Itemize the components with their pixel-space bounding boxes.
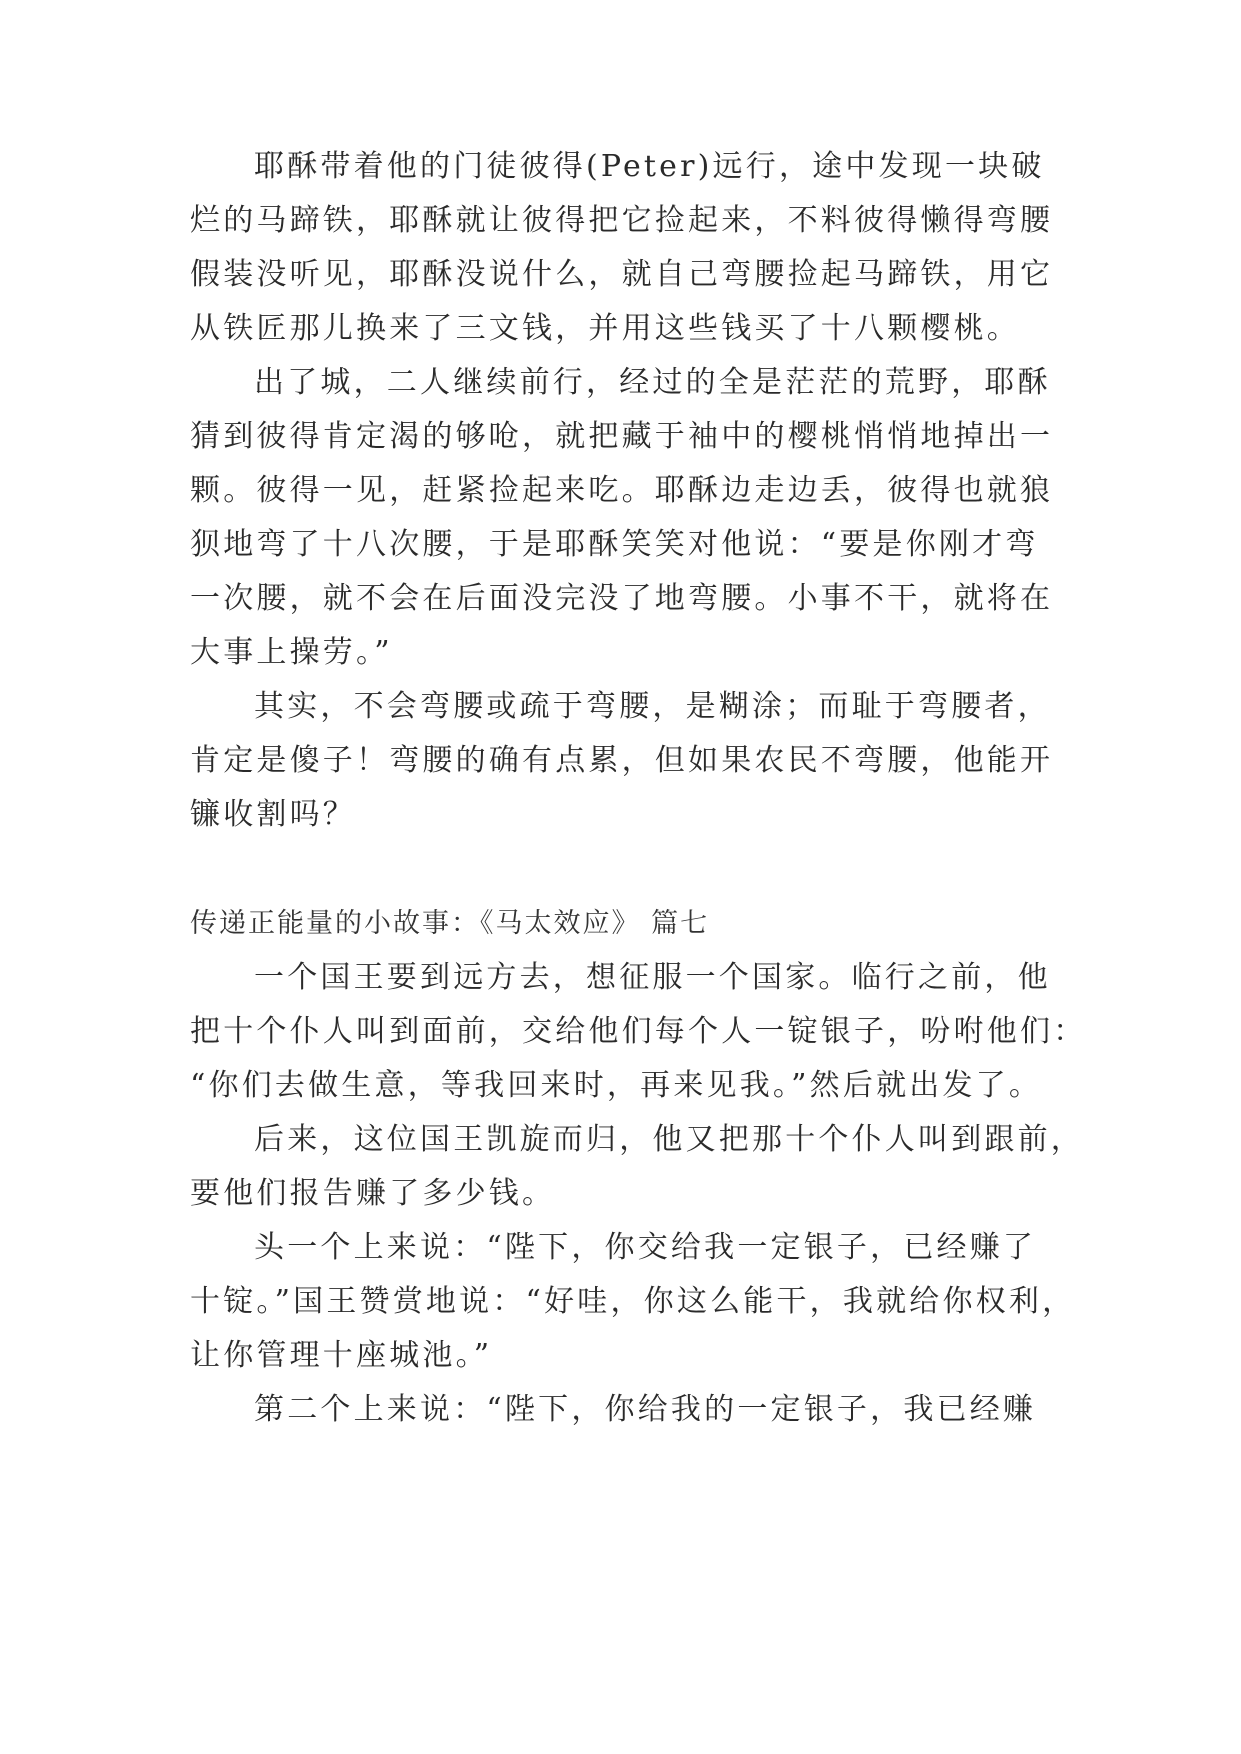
text-line: 一次腰，就不会在后面没完没了地弯腰。小事不干，就将在 — [190, 581, 1054, 616]
text-line: 一个国王要到远方去，想征服一个国家。临行之前，他 — [254, 960, 1051, 995]
text-line: 肯定是傻子！弯腰的确有点累，但如果农民不弯腰，他能开 — [190, 743, 1054, 778]
text-line: 后来，这位国王凯旋而归，他又把那十个仆人叫到跟前， — [254, 1122, 1084, 1157]
text-line: 猜到彼得肯定渴的够呛，就把藏于袖中的樱桃悄悄地掉出一 — [190, 419, 1054, 454]
text-line: 十锭。”国王赞赏地说：“好哇，你这么能干，我就给你权利， — [190, 1284, 1076, 1319]
text-line: 镰收割吗？ — [190, 797, 356, 832]
text-line: 把十个仆人叫到面前，交给他们每个人一锭银子，吩咐他们： — [190, 1014, 1087, 1049]
text-line: 大事上操劳。” — [190, 635, 393, 670]
text-line: “你们去做生意，等我回来时，再来见我。”然后就出发了。 — [190, 1068, 1043, 1103]
text-line: 出了城，二人继续前行，经过的全是茫茫的荒野，耶酥 — [254, 365, 1051, 400]
text-line: 第二个上来说：“陛下，你给我的一定银子，我已经赚 — [254, 1392, 1037, 1427]
text-line: 从铁匠那儿换来了三文钱，并用这些钱买了十八颗樱桃。 — [190, 311, 1020, 346]
text-line: 耶酥带着他的门徒彼得(Peter)远行，途中发现一块破 — [254, 149, 1045, 184]
text-line: 烂的马蹄铁，耶酥就让彼得把它捡起来，不料彼得懒得弯腰 — [190, 203, 1054, 238]
text-line: 要他们报告赚了多少钱。 — [190, 1176, 556, 1211]
text-line: 假装没听见，耶酥没说什么，就自己弯腰捡起马蹄铁，用它 — [190, 257, 1054, 292]
text-line: 让你管理十座城池。” — [190, 1338, 493, 1373]
text-line: 狈地弯了十八次腰，于是耶酥笑笑对他说：“要是你刚才弯 — [190, 527, 1039, 562]
text-line: 颗。彼得一见，赶紧捡起来吃。耶酥边走边丢，彼得也就狼 — [190, 473, 1054, 508]
text-line: 其实，不会弯腰或疏于弯腰，是糊涂；而耻于弯腰者， — [254, 689, 1051, 724]
section-heading: 传递正能量的小故事：《马太效应》 篇七 — [190, 908, 710, 939]
text-line: 头一个上来说：“陛下，你交给我一定银子，已经赚了 — [254, 1230, 1037, 1265]
